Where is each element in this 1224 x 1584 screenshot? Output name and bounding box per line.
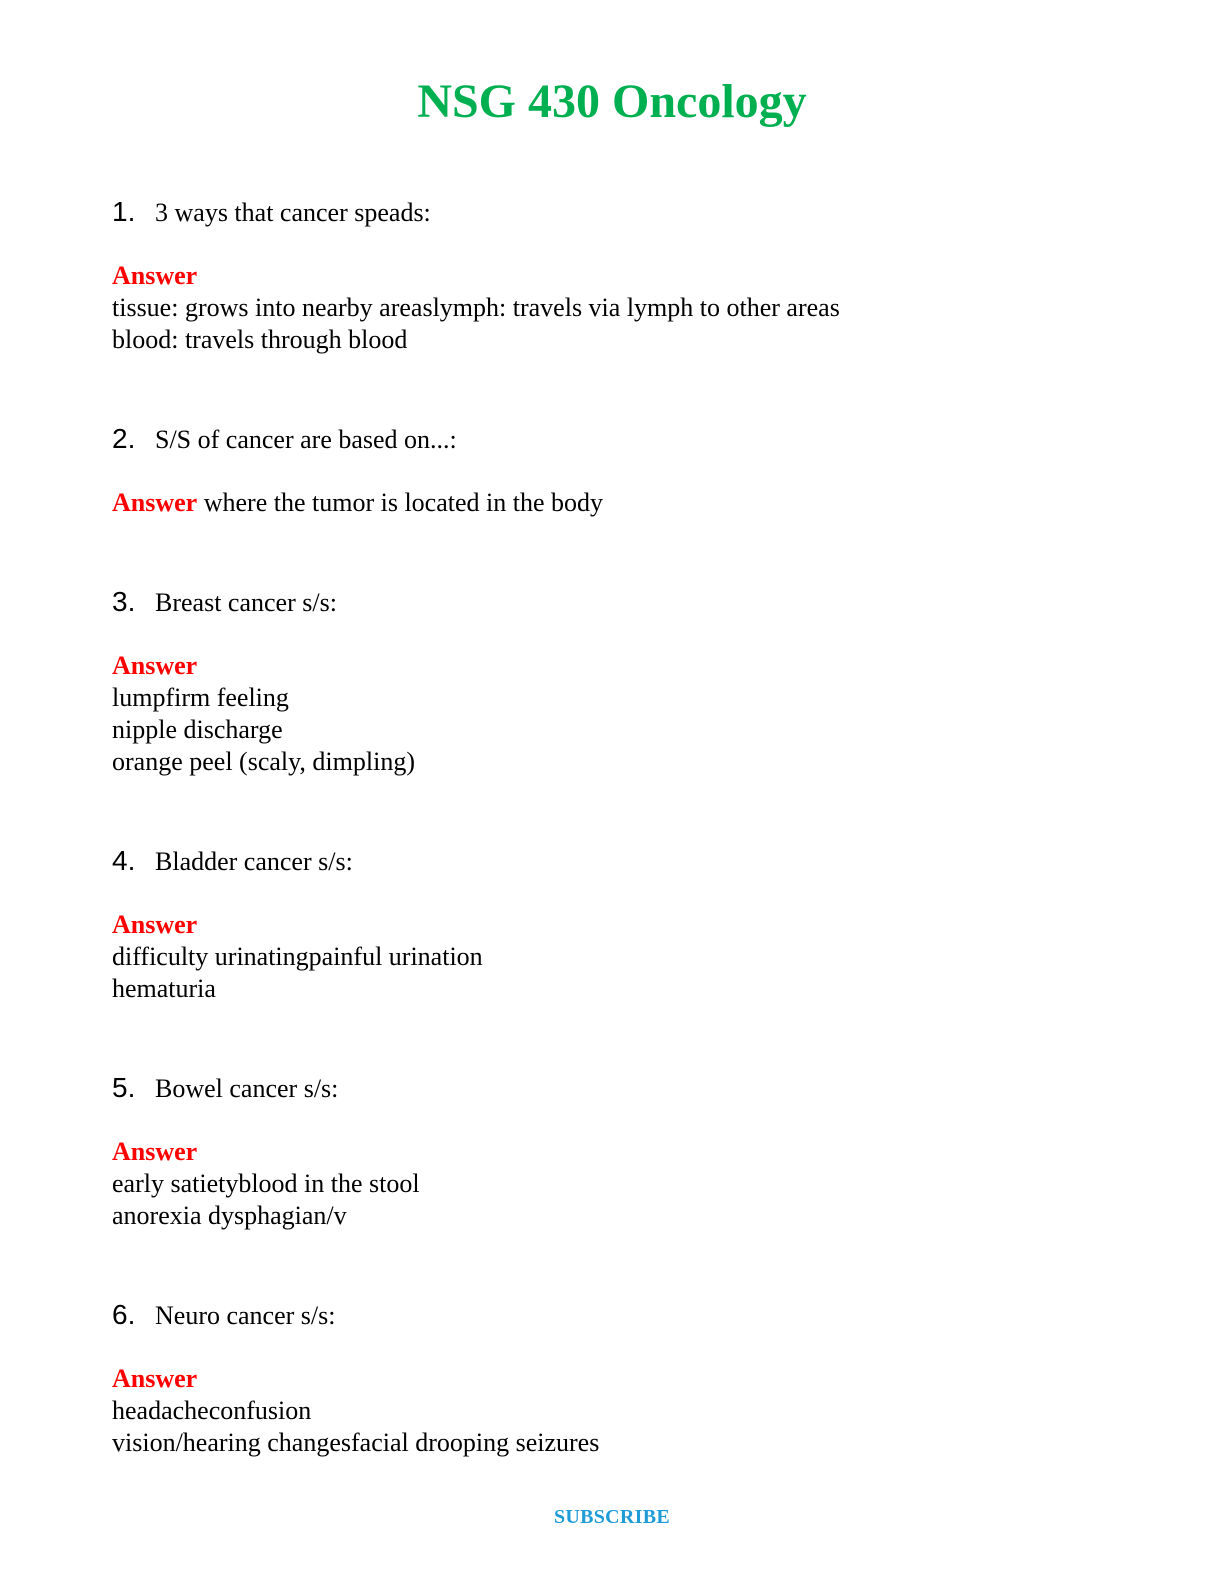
answer-block bbox=[112, 1136, 1112, 1232]
answer-label: Answer bbox=[112, 261, 198, 290]
question-number: 6. bbox=[112, 1299, 136, 1330]
document-title: NSG 430 Oncology bbox=[417, 75, 807, 128]
question-number: 1. bbox=[112, 196, 136, 227]
answer-block bbox=[112, 487, 1112, 519]
answer-block bbox=[112, 260, 1112, 356]
question-heading bbox=[112, 1299, 1112, 1331]
question-text: Neuro cancer s/s: bbox=[155, 1301, 336, 1330]
question-number: 5. bbox=[112, 1072, 136, 1103]
answer-line: lumpfirm feeling bbox=[112, 683, 289, 712]
question-item bbox=[112, 586, 1112, 778]
question-text: 3 ways that cancer speads: bbox=[155, 198, 431, 227]
answer-label: Answer bbox=[112, 488, 198, 517]
question-number: 4. bbox=[112, 845, 136, 876]
answer-line: tissue: grows into nearby areaslymph: travels via lymph to other areas bbox=[112, 293, 840, 322]
answer-block bbox=[112, 650, 1112, 778]
answer-line: orange peel (scaly, dimpling) bbox=[112, 747, 415, 776]
question-heading bbox=[112, 423, 1112, 455]
question-item bbox=[112, 1299, 1112, 1459]
answer-label: Answer bbox=[112, 651, 198, 680]
answer-label: Answer bbox=[112, 910, 198, 939]
answer-label: Answer bbox=[112, 1137, 198, 1166]
answer-text: where the tumor is located in the body bbox=[197, 488, 603, 517]
question-number: 2. bbox=[112, 423, 136, 454]
question-text: Bladder cancer s/s: bbox=[155, 847, 353, 876]
answer-line: hematuria bbox=[112, 974, 216, 1003]
answer-label: Answer bbox=[112, 1364, 198, 1393]
answer-line: blood: travels through blood bbox=[112, 325, 408, 354]
answer-line: vision/hearing changesfacial drooping seizures bbox=[112, 1428, 600, 1457]
question-item bbox=[112, 845, 1112, 1005]
answer-line: nipple discharge bbox=[112, 715, 283, 744]
answer-line: difficulty urinatingpainful urination bbox=[112, 942, 483, 971]
question-item bbox=[112, 1072, 1112, 1232]
subscribe-link[interactable]: SUBSCRIBE bbox=[553, 1506, 671, 1528]
question-heading bbox=[112, 586, 1112, 618]
question-item bbox=[112, 423, 1112, 519]
question-item bbox=[112, 196, 1112, 356]
answer-block bbox=[112, 909, 1112, 1005]
question-text: Bowel cancer s/s: bbox=[155, 1074, 339, 1103]
question-number: 3. bbox=[112, 586, 136, 617]
question-heading bbox=[112, 1072, 1112, 1104]
question-heading bbox=[112, 845, 1112, 877]
answer-line: anorexia dysphagian/v bbox=[112, 1201, 347, 1230]
answer-line: headacheconfusion bbox=[112, 1396, 312, 1425]
answer-line: early satietyblood in the stool bbox=[112, 1169, 420, 1198]
question-text: S/S of cancer are based on...: bbox=[155, 425, 457, 454]
question-text: Breast cancer s/s: bbox=[155, 588, 337, 617]
question-heading bbox=[112, 196, 1112, 228]
answer-block bbox=[112, 1363, 1112, 1459]
